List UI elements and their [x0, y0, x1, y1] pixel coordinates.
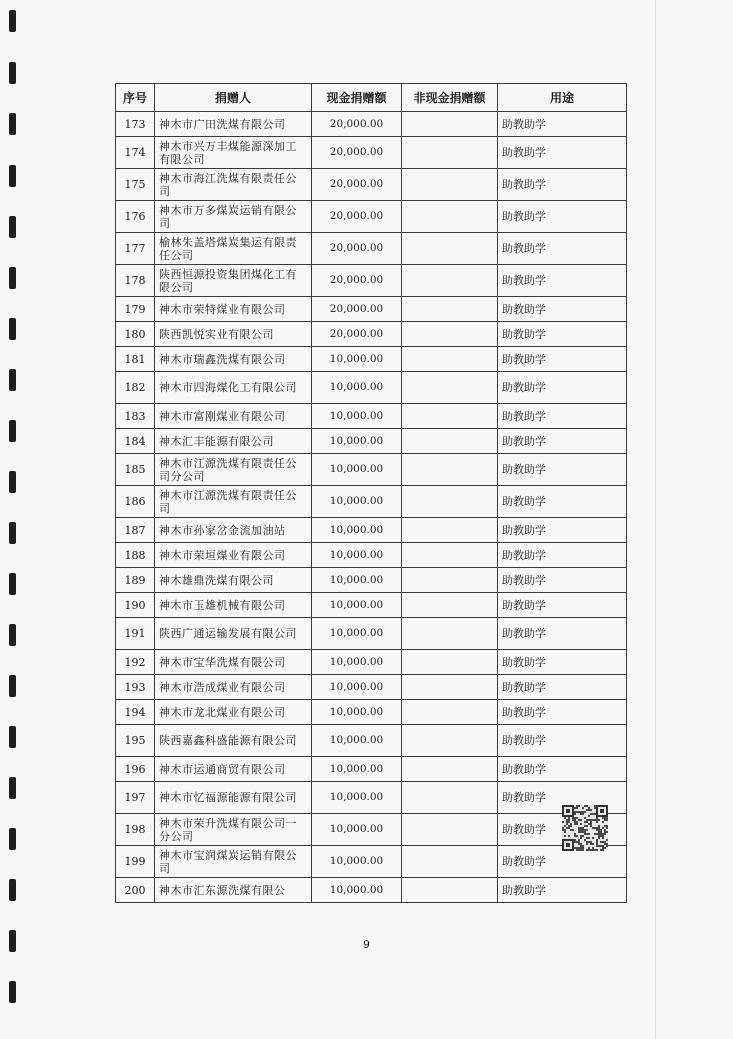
cell-noncash [402, 265, 498, 297]
cell-noncash [402, 543, 498, 568]
cell-seq: 175 [116, 169, 155, 201]
cell-cash: 10,000.00 [312, 404, 402, 429]
table-row [116, 297, 627, 322]
cell-donor: 神木市瑞鑫洗煤有限公司 [155, 347, 312, 372]
cell-seq: 182 [116, 372, 155, 404]
cell-donor: 神木市广田洗煤有限公司 [155, 112, 312, 137]
cell-donor: 神木市富刚煤业有限公司 [155, 404, 312, 429]
header-seq: 序号 [116, 84, 155, 112]
table-header [116, 84, 627, 112]
cell-purpose: 助教助学 [498, 618, 627, 650]
binding-hole [9, 879, 16, 901]
cell-noncash [402, 454, 498, 486]
cell-purpose: 助教助学 [498, 404, 627, 429]
cell-noncash [402, 429, 498, 454]
table-row [116, 486, 627, 518]
cell-cash: 10,000.00 [312, 814, 402, 846]
cell-donor: 神木市荣特煤业有限公司 [155, 297, 312, 322]
table-row [116, 650, 627, 675]
binding-hole [9, 420, 16, 442]
table-row [116, 372, 627, 404]
binding-hole [9, 267, 16, 289]
cell-noncash [402, 782, 498, 814]
cell-noncash [402, 372, 498, 404]
binding-hole [9, 10, 16, 32]
cell-purpose: 助教助学 [498, 814, 627, 846]
cell-cash: 10,000.00 [312, 347, 402, 372]
cell-cash: 20,000.00 [312, 112, 402, 137]
cell-cash: 20,000.00 [312, 201, 402, 233]
cell-purpose: 助教助学 [498, 137, 627, 169]
table-row [116, 757, 627, 782]
cell-donor: 神木市万多煤炭运销有限公司 [155, 201, 312, 233]
cell-noncash [402, 233, 498, 265]
cell-donor: 神木市兴万丰煤能源深加工有限公司 [155, 137, 312, 169]
cell-seq: 184 [116, 429, 155, 454]
cell-purpose: 助教助学 [498, 322, 627, 347]
cell-purpose: 助教助学 [498, 675, 627, 700]
cell-cash: 20,000.00 [312, 297, 402, 322]
cell-donor: 神木市宝华洗煤有限公司 [155, 650, 312, 675]
cell-purpose: 助教助学 [498, 297, 627, 322]
cell-purpose: 助教助学 [498, 568, 627, 593]
cell-noncash [402, 593, 498, 618]
header-purpose: 用途 [498, 84, 627, 112]
cell-purpose: 助教助学 [498, 650, 627, 675]
cell-seq: 197 [116, 782, 155, 814]
cell-noncash [402, 700, 498, 725]
cell-seq: 178 [116, 265, 155, 297]
cell-seq: 193 [116, 675, 155, 700]
cell-cash: 10,000.00 [312, 878, 402, 903]
cell-noncash [402, 201, 498, 233]
binding-hole [9, 675, 16, 697]
cell-donor: 神木市荣升洗煤有限公司一分公司 [155, 814, 312, 846]
cell-donor: 神木市江源洗煤有限责任公司 [155, 486, 312, 518]
header-donor: 捐赠人 [155, 84, 312, 112]
cell-donor: 神木市浩成煤业有限公司 [155, 675, 312, 700]
cell-donor: 神木市运通商贸有限公司 [155, 757, 312, 782]
binding-hole [9, 165, 16, 187]
cell-purpose: 助教助学 [498, 725, 627, 757]
cell-donor: 神木汇丰能源有限公司 [155, 429, 312, 454]
cell-cash: 20,000.00 [312, 265, 402, 297]
cell-noncash [402, 814, 498, 846]
table-row [116, 265, 627, 297]
cell-cash: 10,000.00 [312, 700, 402, 725]
cell-seq: 190 [116, 593, 155, 618]
binding-hole [9, 828, 16, 850]
cell-seq: 186 [116, 486, 155, 518]
cell-seq: 181 [116, 347, 155, 372]
cell-purpose: 助教助学 [498, 486, 627, 518]
cell-noncash [402, 112, 498, 137]
binding-hole [9, 216, 16, 238]
cell-seq: 174 [116, 137, 155, 169]
table-row [116, 169, 627, 201]
table-row [116, 618, 627, 650]
cell-donor: 榆林朱盖塔煤炭集运有限责任公司 [155, 233, 312, 265]
cell-seq: 195 [116, 725, 155, 757]
cell-noncash [402, 322, 498, 347]
cell-purpose: 助教助学 [498, 782, 627, 814]
table-row [116, 518, 627, 543]
cell-purpose: 助教助学 [498, 429, 627, 454]
cell-noncash [402, 846, 498, 878]
cell-donor: 神木市荣垣煤业有限公司 [155, 543, 312, 568]
table-row [116, 201, 627, 233]
cell-cash: 10,000.00 [312, 618, 402, 650]
cell-cash: 20,000.00 [312, 137, 402, 169]
binding-hole [9, 726, 16, 748]
cell-cash: 10,000.00 [312, 650, 402, 675]
cell-donor: 神木市龙北煤业有限公司 [155, 700, 312, 725]
cell-noncash [402, 404, 498, 429]
cell-cash: 10,000.00 [312, 725, 402, 757]
table-row [116, 675, 627, 700]
header-cash: 现金捐赠额 [312, 84, 402, 112]
table-row [116, 233, 627, 265]
cell-donor: 神木雄鼎洗煤有限公司 [155, 568, 312, 593]
cell-seq: 177 [116, 233, 155, 265]
cell-donor: 神木市海江洗煤有限责任公司 [155, 169, 312, 201]
binding-holes [9, 0, 17, 1039]
table-row [116, 846, 627, 878]
cell-cash: 10,000.00 [312, 454, 402, 486]
cell-purpose: 助教助学 [498, 233, 627, 265]
cell-noncash [402, 568, 498, 593]
cell-cash: 10,000.00 [312, 846, 402, 878]
cell-purpose: 助教助学 [498, 169, 627, 201]
cell-noncash [402, 347, 498, 372]
cell-purpose: 助教助学 [498, 878, 627, 903]
table-row [116, 429, 627, 454]
cell-seq: 200 [116, 878, 155, 903]
cell-donor: 神木市忆福源能源有限公司 [155, 782, 312, 814]
binding-hole [9, 113, 16, 135]
header-noncash: 非现金捐赠额 [402, 84, 498, 112]
cell-noncash [402, 169, 498, 201]
cell-cash: 10,000.00 [312, 486, 402, 518]
cell-seq: 189 [116, 568, 155, 593]
cell-seq: 187 [116, 518, 155, 543]
cell-cash: 20,000.00 [312, 169, 402, 201]
cell-seq: 188 [116, 543, 155, 568]
table-body [116, 112, 627, 903]
cell-seq: 192 [116, 650, 155, 675]
cell-seq: 173 [116, 112, 155, 137]
cell-cash: 10,000.00 [312, 543, 402, 568]
table-row [116, 454, 627, 486]
cell-noncash [402, 650, 498, 675]
cell-purpose: 助教助学 [498, 700, 627, 725]
cell-purpose: 助教助学 [498, 593, 627, 618]
binding-hole [9, 62, 16, 84]
binding-hole [9, 981, 16, 1003]
table-row [116, 568, 627, 593]
table-row [116, 543, 627, 568]
cell-noncash [402, 618, 498, 650]
cell-donor: 陕西广通运输发展有限公司 [155, 618, 312, 650]
cell-cash: 10,000.00 [312, 593, 402, 618]
cell-donor: 神木市汇东源洗煤有限公 [155, 878, 312, 903]
table-row [116, 137, 627, 169]
cell-donor: 神木市玉雄机械有限公司 [155, 593, 312, 618]
cell-cash: 20,000.00 [312, 233, 402, 265]
cell-seq: 176 [116, 201, 155, 233]
table-row [116, 404, 627, 429]
binding-hole [9, 369, 16, 391]
cell-seq: 198 [116, 814, 155, 846]
binding-hole [9, 777, 16, 799]
cell-purpose: 助教助学 [498, 201, 627, 233]
table-row [116, 322, 627, 347]
qr-code-image [562, 805, 608, 851]
cell-purpose: 助教助学 [498, 454, 627, 486]
cell-cash: 20,000.00 [312, 322, 402, 347]
cell-donor: 陕西凯悦实业有限公司 [155, 322, 312, 347]
cell-cash: 10,000.00 [312, 429, 402, 454]
cell-purpose: 助教助学 [498, 543, 627, 568]
header-row [116, 84, 627, 112]
cell-cash: 10,000.00 [312, 782, 402, 814]
cell-donor: 神木市宝润煤炭运销有限公司 [155, 846, 312, 878]
page-number: 9 [363, 938, 370, 951]
cell-seq: 199 [116, 846, 155, 878]
cell-seq: 183 [116, 404, 155, 429]
cell-donor: 陕西嘉鑫科盛能源有限公司 [155, 725, 312, 757]
binding-hole [9, 573, 16, 595]
cell-donor: 陕西恒源投资集团煤化工有限公司 [155, 265, 312, 297]
cell-purpose: 助教助学 [498, 372, 627, 404]
cell-cash: 10,000.00 [312, 568, 402, 593]
cell-cash: 10,000.00 [312, 372, 402, 404]
table-row [116, 782, 627, 814]
binding-hole [9, 522, 16, 544]
binding-hole [9, 318, 16, 340]
cell-purpose: 助教助学 [498, 757, 627, 782]
table-row [116, 700, 627, 725]
cell-noncash [402, 518, 498, 543]
donation-table [115, 83, 627, 903]
cell-seq: 194 [116, 700, 155, 725]
table-row [116, 347, 627, 372]
cell-noncash [402, 878, 498, 903]
table-row [116, 725, 627, 757]
cell-cash: 10,000.00 [312, 757, 402, 782]
table-row [116, 878, 627, 903]
cell-purpose: 助教助学 [498, 265, 627, 297]
cell-noncash [402, 725, 498, 757]
table-row [116, 112, 627, 137]
cell-noncash [402, 486, 498, 518]
cell-seq: 180 [116, 322, 155, 347]
cell-donor: 神木市孙家岔金流加油站 [155, 518, 312, 543]
cell-donor: 神木市四海煤化工有限公司 [155, 372, 312, 404]
cell-noncash [402, 137, 498, 169]
cell-purpose: 助教助学 [498, 846, 627, 878]
cell-seq: 196 [116, 757, 155, 782]
cell-noncash [402, 297, 498, 322]
binding-hole [9, 471, 16, 493]
cell-seq: 185 [116, 454, 155, 486]
cell-purpose: 助教助学 [498, 112, 627, 137]
cell-seq: 179 [116, 297, 155, 322]
table-row [116, 814, 627, 846]
cell-cash: 10,000.00 [312, 518, 402, 543]
cell-cash: 10,000.00 [312, 675, 402, 700]
binding-hole [9, 624, 16, 646]
table-row [116, 593, 627, 618]
cell-purpose: 助教助学 [498, 347, 627, 372]
cell-purpose: 助教助学 [498, 518, 627, 543]
cell-seq: 191 [116, 618, 155, 650]
cell-noncash [402, 675, 498, 700]
cell-noncash [402, 757, 498, 782]
page-edge [655, 0, 656, 1039]
cell-donor: 神木市江源洗煤有限责任公司分公司 [155, 454, 312, 486]
